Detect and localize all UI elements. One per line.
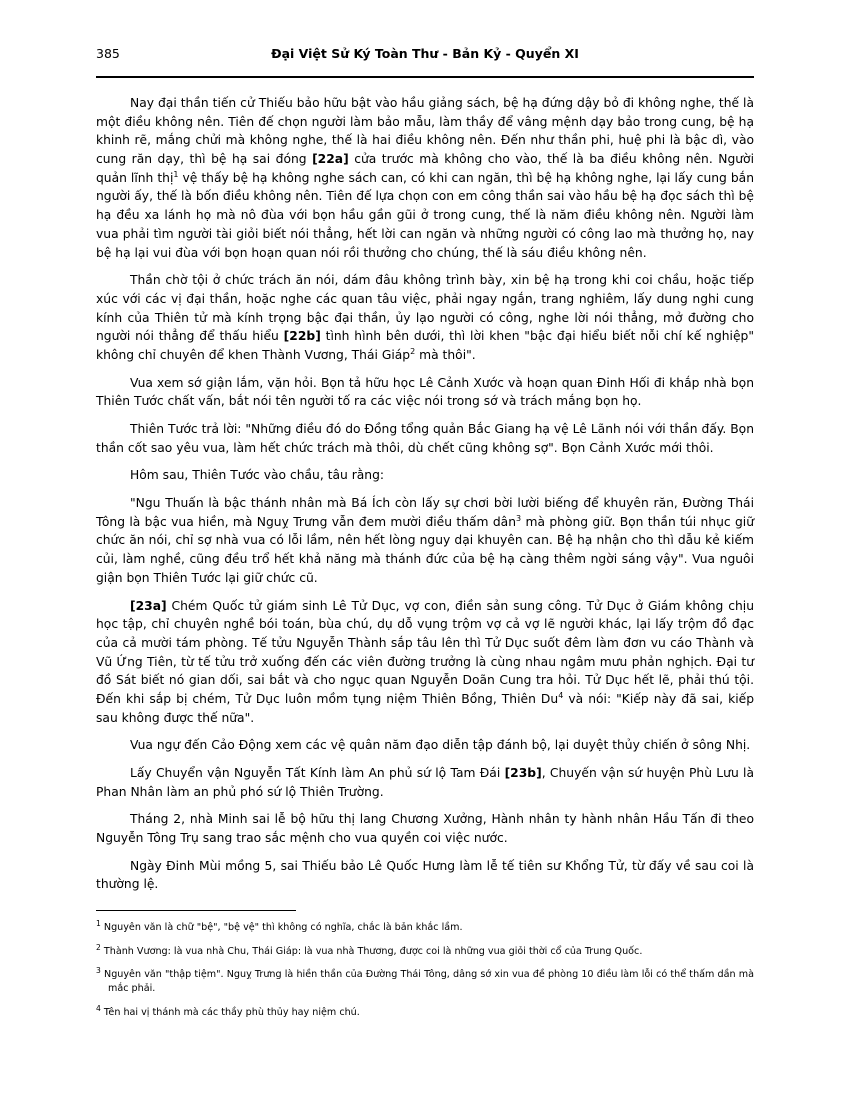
paragraph: Thần chờ tội ở chức trách ăn nói, dám đâu không trình bày, xin bệ hạ trong khi coi chầu, hoặc tiếp xúc với các vị đại thần, hoặc nghe các quan tâu việc, phải ngay ngắn, trang nghiêm, lấy dung nghi cung kính của Thiên tử mà kính trọng bậc đại thần, ủy lạo người có công, nghe lời nói thẳng, mở đường cho người nói thẳng để thấu hiểu [22b] tình hình bên dưới, thì lời khen "bậc đại hiểu biết nỗi chí kế nghiệp" không chỉ chuyên để khen Thành Vương, Thái Giáp$^2$ mà thôi".: [96, 273, 755, 362]
footnote-number: 2: [96, 942, 101, 952]
paragraph: [23a] Chém Quốc tử giám sinh Lê Tử Dục, vợ con, điền sản sung công. Tử Dục ở Giám không chịu học tập, chỉ chuyên nghề bói toán, bùa chú, dụ dỗ vụng trộm vợ cả vợ lẽ người khác, lại lấy trộm đồ đạc của cả mười tám phòng. Tế tửu Nguyễn Thành sắp tâu lên thì Tử Dục suốt đêm làm đơn vu cáo Thành và Vũ Ứng Tiên, từ tế tửu trở xuống đến các viên đường trưởng là cùng nhau ngâm mưu phản nghịch. Đại tư đồ Sát biết nó gian dối, sai bắt và cho ngục quan Nguyễn Doãn Cung tra hỏi. Tử Dục hết lẽ, phải thú tội. Đến khi sắp bị chém, Tử Dục luôn mồm tụng niệm Thiên Bồng, Thiên Du$^4$ và nói: "Kiếp này đã sai, kiếp sau không được thế nữa".: [96, 598, 754, 725]
paragraph: Nay đại thần tiến cử Thiếu bảo hữu bật vào hầu giảng sách, bệ hạ đứng dậy bỏ đi không nghe, thế là một điều không nên. Tiên đế chọn người làm bảo mẫu, làm thầy để vâng mệnh dạy bảo trong cung, bệ hạ khinh rẽ, mắng chửi mà không nghe, thế là hai điều không nên. Đến như thần phi, huệ phi là bậc dì, vào cung răn dạy, thì bệ hạ sai đóng [22a] cửa trước mà không cho vào, thế là ba điều không nên. Người quản lĩnh thị$^1$ vệ thấy bệ hạ không nghe sách can, có khi can ngăn, thì bệ hạ không nghe, lại lấy cung bắn người ấy, thế là bốn điều không nên. Tiên đế lựa chọn con em công thần sai vào hầu bệ hạ đọc sách thì bệ hạ đều xa lánh họ mà nô đùa với bọn hầu gần gũi ở trong cung, thế là năm điều không nên. Người làm vua phải tìm người tài giỏi biết nói thẳng, hết lời can ngăn và những người có công lao mà thưởng họ, nay bệ hạ lại vui đùa với bọn hoạn quan nói rồi thưởng cho chúng, thế là sáu điều không nên.: [96, 96, 754, 260]
body-text: [96, 94, 754, 894]
paragraph: Thiên Tước trả lời: "Những điều đó do Đồng tổng quản Bắc Giang hạ vệ Lê Lãnh nói với thần đấy. Bọn thần cốt sao yêu vua, làm hết chức trách mà thôi, dù chết cũng không sợ". Bọn Cảnh Xước mới thôi.: [96, 422, 754, 455]
paragraph: "Ngu Thuấn là bậc thánh nhân mà Bá Ích còn lấy sự chơi bời lười biếng để khuyên răn, Đường Thái Tông là bậc vua hiền, mà Nguỵ Trưng vẫn đem mười điều thấm dân$^3$ mà phòng giữ. Bọn thần túi nhục giữ chức ăn nói, chỉ sợ nhà vua có lỗi lầm, nên hết lòng nguy dại khuyên can. Bệ hạ nhận cho thì dẫu kẻ kiếm củi, làm nghề, cũng đều trổ hết khả năng mà thánh đức của bệ hạ càng thêm ngời sáng vậy". Vua nguôi giận bọn Thiên Tước lại giữ chức cũ.: [96, 496, 755, 585]
footnote-divider: [96, 910, 296, 911]
header-divider: [96, 76, 754, 78]
paragraph: Vua xem sớ giận lắm, vặn hỏi. Bọn tả hữu học Lê Cảnh Xước và hoạn quan Đinh Hối đi khắp nhà bọn Thiên Tước chất vấn, bắt nói tên người tố ra các việc nói trong sớ và trách mắng bọn họ.: [96, 375, 754, 409]
page-header: [96, 46, 754, 74]
footnotes: [96, 918, 754, 1020]
footnote-number: 3: [96, 965, 101, 975]
footnote-number: 4: [96, 1003, 101, 1013]
footnote-item: [96, 965, 754, 997]
footnote-text: Tên hai vị thánh mà các thầy phù thủy hay niệm chú.: [103, 1006, 360, 1018]
page-title: Đại Việt Sử Ký Toàn Thư - Bản Kỷ - Quyển XI: [271, 46, 579, 61]
footnote-number: 1: [96, 918, 101, 928]
page-number: 385: [96, 46, 120, 61]
paragraph: Hôm sau, Thiên Tước vào chầu, tâu rằng:: [130, 468, 385, 483]
footnote-text: Nguyên văn "thập tiệm". Nguỵ Trưng là hiền thần của Đường Thái Tông, dâng sớ xin vua đề phòng 10 điều làm lỗi có thể thấm dần mà mắc phải.: [104, 968, 754, 995]
footnote-text: Thành Vương: là vua nhà Chu, Thái Giáp: là vua nhà Thương, được coi là những vua giỏi thời cổ của Trung Quốc.: [103, 945, 643, 957]
paragraph: Vua ngự đến Cảo Động xem các vệ quân năm đạo diễn tập đánh bộ, lại duyệt thủy chiến ở sông Nhị.: [130, 738, 751, 753]
footnote-item: [96, 1003, 754, 1020]
footnote-text: Nguyên văn là chữ "bệ", "bệ vệ" thì không có nghĩa, chắc là bản khắc lầm.: [103, 922, 463, 934]
paragraph: Tháng 2, nhà Minh sai lễ bộ hữu thị lang Chương Xưởng, Hành nhân ty hành nhân Hầu Tấn đi theo Nguyễn Tông Trụ sang trao sắc mệnh cho vua quyền coi việc nước.: [96, 812, 754, 846]
footnote-item: [96, 942, 754, 959]
footnote-item: [96, 918, 754, 935]
paragraph: Ngày Đinh Mùi mồng 5, sai Thiếu bảo Lê Quốc Hưng làm lễ tế tiên sư Khổng Tử, từ đấy về sau coi là thường lệ.: [96, 858, 754, 892]
paragraph: Lấy Chuyển vận Nguyễn Tất Kính làm An phủ sứ lộ Tam Đái [23b], Chuyến vận sứ huyện Phù Lưu là Phan Nhân làm an phủ phó sứ lộ Thiên Trường.: [96, 766, 754, 799]
